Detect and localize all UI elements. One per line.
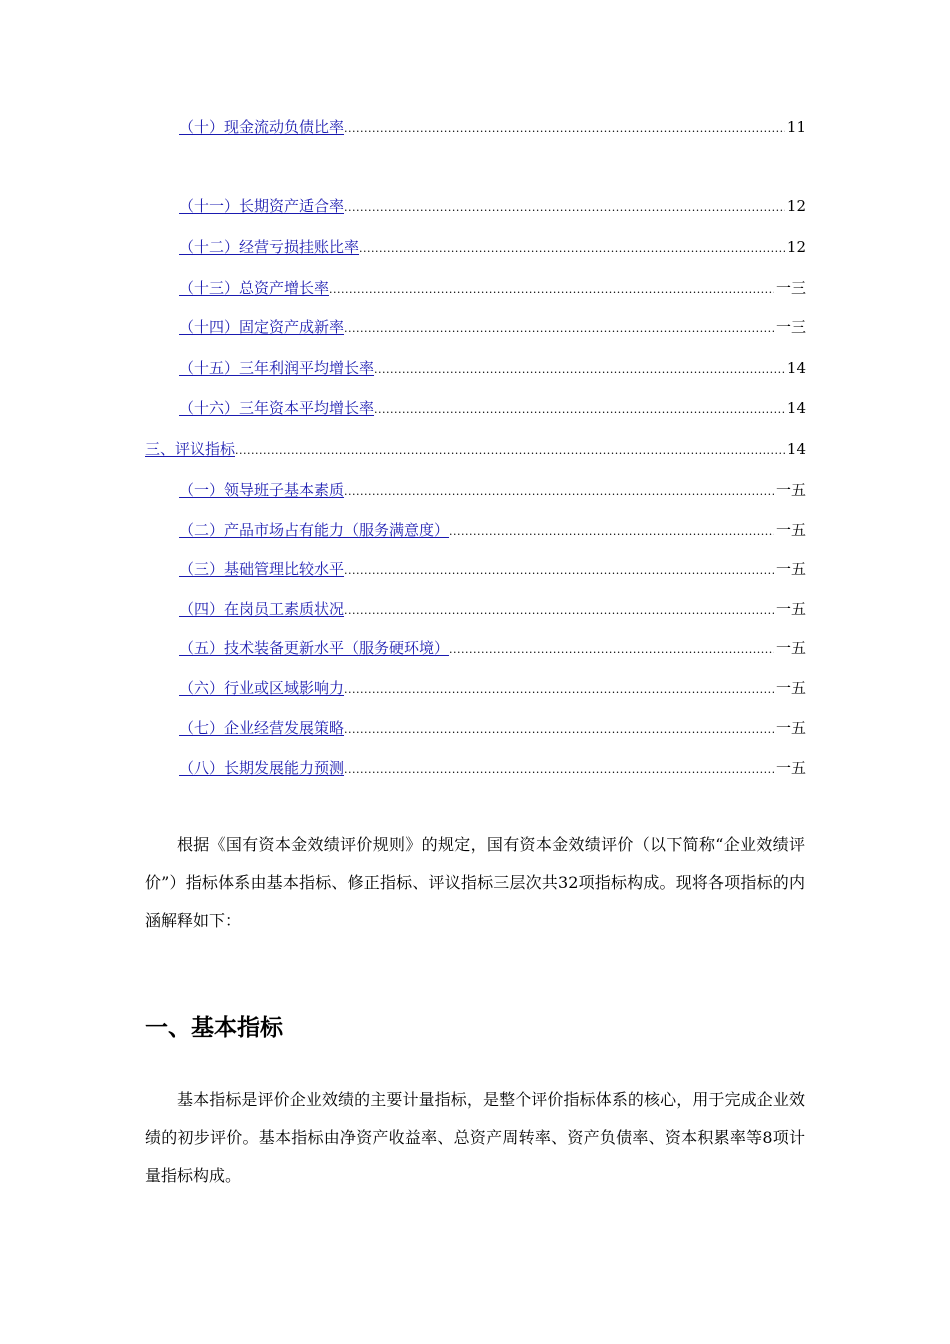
toc-leader-dots [374, 361, 785, 379]
toc-page-number: 14 [786, 399, 806, 417]
toc-row[interactable] [179, 637, 806, 659]
toc-page-number: 12 [786, 197, 806, 215]
toc-page-number: 11 [786, 118, 806, 136]
intro-paragraph: 根据《国有资本金效绩评价规则》的规定，国有资本金效绩评价（以下简称“企业效绩评价”）指标体系由基本指标、修正指标、评议指标三层次共32项指标构成。现将各项指标的内涵解释如下： [145, 835, 805, 930]
toc-row[interactable] [179, 397, 806, 419]
toc-page-number: 一五 [775, 521, 806, 539]
toc-row[interactable] [179, 519, 806, 541]
toc-link[interactable]: （三）基础管理比较水平 [179, 560, 345, 578]
toc-link[interactable]: 三、评议指标 [145, 440, 236, 458]
toc-page-number: 一三 [775, 279, 806, 297]
toc-leader-dots [449, 641, 774, 659]
toc-page-number: 一五 [775, 600, 806, 618]
toc-link[interactable]: （十）现金流动负债比率 [179, 118, 345, 136]
toc-page-number: 一三 [775, 318, 806, 336]
toc-row[interactable] [179, 236, 806, 258]
toc-leader-dots [344, 320, 774, 338]
toc-leader-dots [359, 240, 785, 258]
section-heading: 一、基本指标 [145, 1015, 283, 1041]
toc-link[interactable]: （一）领导班子基本素质 [179, 481, 345, 499]
toc-page-number: 14 [786, 359, 806, 377]
toc-link[interactable]: （十五）三年利润平均增长率 [179, 359, 375, 377]
toc-link[interactable]: （八）长期发展能力预测 [179, 759, 345, 777]
toc-link[interactable]: （五）技术装备更新水平（服务硬环境） [179, 639, 450, 657]
toc-row[interactable] [179, 717, 806, 739]
toc-link[interactable]: （十六）三年资本平均增长率 [179, 399, 375, 417]
toc-row[interactable] [179, 316, 806, 338]
toc-leader-dots [344, 761, 774, 779]
toc-leader-dots [235, 442, 785, 460]
toc-page-number: 12 [786, 238, 806, 256]
toc-link[interactable]: （四）在岗员工素质状况 [179, 600, 345, 618]
toc-row[interactable] [179, 116, 806, 138]
toc-page-number: 一五 [775, 481, 806, 499]
toc-leader-dots [344, 681, 774, 699]
toc-link[interactable]: （十二）经营亏损挂账比率 [179, 238, 360, 256]
toc-leader-dots [344, 483, 774, 501]
toc-leader-dots [344, 721, 774, 739]
toc-page-number: 14 [786, 440, 806, 458]
toc-row[interactable] [179, 677, 806, 699]
toc-link[interactable]: （二）产品市场占有能力（服务满意度） [179, 521, 450, 539]
toc-row[interactable] [145, 438, 806, 460]
toc-leader-dots [329, 281, 774, 299]
toc-leader-dots [344, 562, 774, 580]
toc-leader-dots [449, 523, 774, 541]
toc-page-number: 一五 [775, 560, 806, 578]
toc-leader-dots [344, 602, 774, 620]
toc-leader-dots [374, 401, 785, 419]
section-paragraph: 基本指标是评价企业效绩的主要计量指标，是整个评价指标体系的核心，用于完成企业效绩的初步评价。基本指标由净资产收益率、总资产周转率、资产负债率、资本积累率等8项计量指标构成。 [145, 1090, 805, 1185]
toc-row[interactable] [179, 195, 806, 217]
toc-link[interactable]: （七）企业经营发展策略 [179, 719, 345, 737]
toc-row[interactable] [179, 598, 806, 620]
toc-row[interactable] [179, 357, 806, 379]
toc-row[interactable] [179, 757, 806, 779]
toc-link[interactable]: （十三）总资产增长率 [179, 279, 330, 297]
toc-page-number: 一五 [775, 719, 806, 737]
toc-page-number: 一五 [775, 679, 806, 697]
toc-page-number: 一五 [775, 759, 806, 777]
toc-page-number: 一五 [775, 639, 806, 657]
toc-link[interactable]: （十四）固定资产成新率 [179, 318, 345, 336]
toc-leader-dots [344, 120, 785, 138]
toc-row[interactable] [179, 277, 806, 299]
toc-link[interactable]: （十一）长期资产适合率 [179, 197, 345, 215]
toc-link[interactable]: （六）行业或区域影响力 [179, 679, 345, 697]
toc-row[interactable] [179, 558, 806, 580]
toc-leader-dots [344, 199, 785, 217]
toc-row[interactable] [179, 479, 806, 501]
